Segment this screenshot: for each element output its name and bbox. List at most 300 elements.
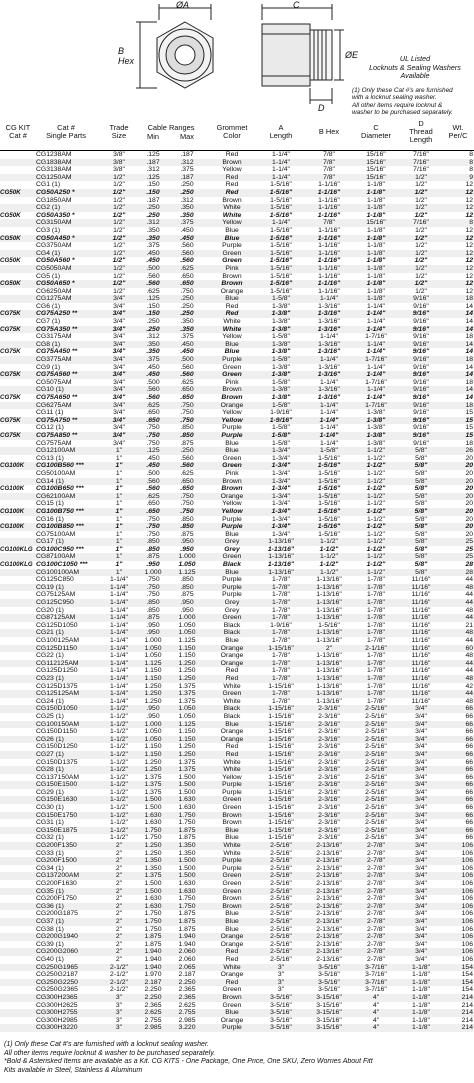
cell-cable-max: .187 bbox=[180, 173, 194, 181]
cell-weight: 48 bbox=[465, 652, 473, 660]
cell-weight: 14 bbox=[465, 340, 473, 348]
cell-d-thread-length: 9/16" bbox=[413, 340, 429, 348]
header-grommet-color: Grommet Color bbox=[216, 123, 248, 140]
table-row bbox=[0, 371, 474, 379]
table-row bbox=[0, 455, 474, 463]
cell-trade-size: 1" bbox=[115, 523, 123, 531]
cell-b-hex: 2-13/16" bbox=[316, 842, 342, 850]
table-row bbox=[0, 865, 474, 873]
cell-cat-number: CG75A650 ** bbox=[36, 394, 78, 401]
table-row bbox=[0, 812, 474, 820]
cell-b-hex: 7/8" bbox=[323, 173, 335, 181]
cell-cable-max: .875 bbox=[180, 439, 194, 447]
cell-cat-number: CG100B850 *** bbox=[36, 523, 84, 531]
cell-c-diameter: 1-1/4" bbox=[366, 371, 386, 379]
table-row bbox=[0, 819, 474, 827]
cell-d-thread-length: 5/8" bbox=[414, 523, 428, 531]
cell-kit-cat: CG50K bbox=[0, 234, 21, 242]
cell-a-length: 1-15/16" bbox=[268, 834, 294, 842]
cell-c-diameter: 1-7/8" bbox=[367, 621, 385, 629]
cell-grommet-color: Yellow bbox=[222, 773, 242, 781]
cell-weight: 66 bbox=[465, 788, 473, 796]
cell-b-hex: 1-1/16" bbox=[318, 242, 340, 250]
cell-weight: 214 bbox=[461, 1001, 473, 1009]
cell-d-thread-length: 9/16" bbox=[412, 394, 430, 401]
cell-d-thread-length: 5/8" bbox=[414, 462, 428, 470]
cell-cable-max: .500 bbox=[180, 356, 194, 364]
cell-trade-size: 1/2" bbox=[113, 249, 125, 257]
cell-weight: 12 bbox=[465, 181, 473, 189]
table-row bbox=[0, 660, 474, 668]
table-row bbox=[0, 690, 474, 698]
cell-cat-number: CG34 (1) bbox=[36, 864, 64, 872]
table-row bbox=[0, 348, 474, 356]
cell-c-diameter: 1-7/8" bbox=[367, 614, 385, 622]
cell-a-length: 1-5/16" bbox=[270, 272, 292, 280]
table-row bbox=[0, 326, 474, 334]
cell-a-length: 1-5/16" bbox=[269, 188, 293, 196]
cell-c-diameter: 1-7/8" bbox=[367, 659, 385, 667]
cell-cable-max: 1.940 bbox=[178, 933, 196, 941]
cell-cable-max: 1.375 bbox=[178, 690, 196, 698]
cell-cat-number: CG50A560 * bbox=[36, 257, 75, 265]
table-row bbox=[0, 341, 474, 349]
cell-grommet-color: Blue bbox=[225, 439, 239, 447]
cell-b-hex: 2-13/16" bbox=[316, 917, 342, 925]
cell-cable-min: .750 bbox=[146, 431, 160, 439]
table-row bbox=[0, 751, 474, 759]
cell-grommet-color: Grey bbox=[224, 599, 240, 607]
cell-grommet-color: Orange bbox=[220, 1016, 244, 1024]
cell-a-length: 1-7/8" bbox=[272, 652, 290, 660]
cell-c-diameter: 2-5/16" bbox=[365, 819, 387, 827]
cell-d-thread-length: 3/4" bbox=[415, 917, 427, 925]
cell-cat-number: CG125D1150 bbox=[36, 644, 78, 652]
cell-d-thread-length: 11/16" bbox=[411, 614, 431, 622]
cell-cat-number: CG87125AM bbox=[36, 614, 76, 622]
cell-c-diameter: 2-5/16" bbox=[365, 750, 387, 758]
cell-b-hex: 1-13/16" bbox=[316, 606, 342, 614]
cell-grommet-color: Red bbox=[225, 181, 239, 189]
cell-d-thread-length: 3/4" bbox=[415, 712, 427, 720]
cell-weight: 14 bbox=[465, 348, 473, 356]
cell-weight: 14 bbox=[465, 394, 473, 401]
cell-d-thread-length: 1-1/8" bbox=[412, 993, 430, 1001]
cell-b-hex: 1-5/16" bbox=[318, 515, 340, 523]
cell-trade-size: 1-1/4" bbox=[110, 599, 128, 607]
cell-cat-number: CG300H2365 bbox=[36, 993, 78, 1001]
cell-cable-min: 1.250 bbox=[144, 766, 162, 774]
cell-grommet-color: Green bbox=[222, 454, 242, 462]
cell-grommet-color: Purple bbox=[221, 523, 243, 531]
table-row bbox=[0, 667, 474, 675]
cell-trade-size: 3/4" bbox=[112, 394, 126, 401]
cell-b-hex: 1-13/16" bbox=[316, 614, 342, 622]
footnote-3: *Bold & Asterisked Items are available as a Kit. CG KITS - One Package, One Price, One SKU, Zero Worries About Fitt bbox=[4, 1058, 373, 1066]
table-row bbox=[0, 447, 474, 455]
cell-cable-max: .560 bbox=[180, 363, 194, 371]
cell-weight: 18 bbox=[465, 439, 473, 447]
cell-trade-size: 1-1/4" bbox=[110, 659, 128, 667]
cell-a-length: 1-15/16" bbox=[268, 758, 294, 766]
cell-d-thread-length: 3/4" bbox=[415, 728, 427, 736]
cell-cable-max: 1.500 bbox=[178, 773, 196, 781]
cell-cat-number: CG75A250 ** bbox=[36, 310, 78, 318]
cell-weight: 66 bbox=[465, 796, 473, 804]
cell-c-diameter: 1-3/8" bbox=[367, 409, 385, 417]
cell-weight: 25 bbox=[465, 538, 473, 546]
cell-cable-max: .650 bbox=[180, 477, 194, 485]
cell-cable-max: .560 bbox=[180, 462, 194, 470]
cell-c-diameter: 2-7/8" bbox=[367, 902, 385, 910]
cell-cable-min: 1.375 bbox=[144, 781, 162, 789]
cell-a-length: 1-7/8" bbox=[272, 697, 290, 705]
cell-cable-max: .750 bbox=[180, 500, 194, 508]
cell-cable-max: 1.500 bbox=[178, 788, 196, 796]
cell-a-length: 1-15/16" bbox=[268, 705, 294, 713]
cell-c-diameter: 1-7/16" bbox=[365, 401, 387, 409]
cell-a-length: 1-15/16" bbox=[268, 826, 294, 834]
cell-cat-number: CG75A350 ** bbox=[36, 325, 78, 333]
table-row bbox=[0, 964, 474, 972]
cell-grommet-color: Green bbox=[222, 614, 242, 622]
cell-c-diameter: 2-7/8" bbox=[367, 917, 385, 925]
cell-b-hex: 3-5/16" bbox=[318, 986, 340, 994]
cell-cable-max: .350 bbox=[180, 204, 194, 212]
cell-c-diameter: 1-1/2" bbox=[366, 462, 386, 470]
cell-d-thread-length: 1/2" bbox=[415, 264, 427, 272]
cell-d-thread-length: 1-1/8" bbox=[412, 1001, 430, 1009]
cell-d-thread-length: 11/16" bbox=[411, 652, 431, 660]
cell-trade-size: 1/2" bbox=[113, 219, 125, 227]
cell-b-hex: 2-3/16" bbox=[318, 819, 340, 827]
cell-cat-number: CG62100AM bbox=[36, 492, 76, 500]
table-row bbox=[0, 478, 474, 486]
cell-d-thread-length: 1-1/8" bbox=[412, 1016, 430, 1024]
cell-cable-min: .850 bbox=[146, 538, 160, 546]
cell-a-length: 1-3/8" bbox=[271, 394, 291, 401]
cell-b-hex: 1-1/4" bbox=[320, 409, 338, 417]
cell-weight: 60 bbox=[465, 644, 473, 652]
cell-cat-number: CG125D1250 bbox=[36, 667, 78, 675]
cell-trade-size: 3/8" bbox=[113, 158, 125, 166]
cell-a-length: 1-3/4" bbox=[272, 477, 290, 485]
cell-cable-max: .250 bbox=[180, 310, 194, 318]
cell-weight: 14 bbox=[465, 325, 473, 333]
cell-grommet-color: Purple bbox=[222, 424, 242, 432]
cell-cable-min: .350 bbox=[146, 340, 160, 348]
table-row bbox=[0, 683, 474, 691]
table-row bbox=[0, 986, 474, 994]
cell-d-thread-length: 3/4" bbox=[415, 750, 427, 758]
cell-d-thread-length: 3/4" bbox=[415, 788, 427, 796]
cell-weight: 66 bbox=[465, 735, 473, 743]
cell-c-diameter: 1-1/8" bbox=[366, 257, 386, 265]
cell-a-length: 3" bbox=[277, 986, 285, 994]
cell-a-length: 1-9/16" bbox=[270, 621, 292, 629]
cell-cable-min: .125 bbox=[146, 173, 160, 181]
cell-a-length: 3" bbox=[277, 963, 285, 971]
cell-grommet-color: Brown bbox=[222, 819, 242, 827]
cell-cable-max: 1.050 bbox=[178, 629, 196, 637]
cell-a-length: 1-3/8" bbox=[271, 310, 291, 318]
cell-trade-size: 1-1/2" bbox=[110, 811, 128, 819]
header-max: Max bbox=[180, 132, 194, 141]
cell-d-thread-length: 9/16" bbox=[412, 310, 430, 318]
cell-a-length: 1-15/16" bbox=[268, 743, 294, 751]
cell-trade-size: 1" bbox=[115, 561, 123, 569]
cell-cable-min: .250 bbox=[146, 204, 160, 212]
cell-trade-size: 1-1/2" bbox=[110, 788, 128, 796]
cell-b-hex: 3-15/16" bbox=[316, 1024, 342, 1032]
cell-grommet-color: Brown bbox=[222, 811, 242, 819]
cell-cable-min: .950 bbox=[146, 629, 160, 637]
cell-d-thread-length: 11/16" bbox=[411, 583, 431, 591]
cell-cable-min: 2.250 bbox=[144, 993, 162, 1001]
cell-grommet-color: Orange bbox=[220, 659, 244, 667]
cell-grommet-color: Green bbox=[222, 462, 242, 470]
cell-trade-size: 1-1/2" bbox=[110, 720, 128, 728]
cell-cable-min: 1.000 bbox=[144, 637, 162, 644]
cell-trade-size: 1" bbox=[115, 530, 123, 538]
cell-c-diameter: 1-7/8" bbox=[367, 667, 385, 675]
cell-b-hex: 1-3/16" bbox=[318, 302, 340, 310]
cell-cable-min: .625 bbox=[146, 492, 160, 500]
cell-b-hex: 1-5/16" bbox=[317, 485, 341, 493]
cell-cable-min: .750 bbox=[146, 439, 160, 447]
cell-cable-max: 1.630 bbox=[178, 880, 196, 887]
cell-weight: 14 bbox=[465, 386, 473, 394]
cell-grommet-color: White bbox=[223, 318, 241, 326]
cell-cable-max: 1.750 bbox=[178, 811, 196, 819]
cell-a-length: 1-7/8" bbox=[272, 591, 290, 599]
cell-cable-min: .450 bbox=[146, 462, 160, 470]
cell-c-diameter: 2-5/16" bbox=[365, 804, 387, 812]
cell-grommet-color: Orange bbox=[220, 401, 244, 409]
cell-cat-number: CG12 (1) bbox=[36, 424, 64, 432]
cell-c-diameter: 2-5/16" bbox=[365, 796, 387, 804]
cell-cable-min: 1.250 bbox=[144, 842, 162, 850]
table-row bbox=[0, 1002, 474, 1010]
cell-d-thread-length: 5/8" bbox=[414, 507, 428, 515]
cell-weight: 8 bbox=[469, 166, 473, 174]
cell-c-diameter: 1-1/8" bbox=[367, 287, 385, 295]
cell-weight: 44 bbox=[465, 667, 473, 675]
cell-cat-number: CG3138AM bbox=[36, 166, 72, 174]
cell-b-hex: 1-13/16" bbox=[316, 576, 342, 584]
cell-c-diameter: 2-5/16" bbox=[365, 705, 387, 713]
table-row bbox=[0, 850, 474, 858]
cell-grommet-color: Red bbox=[225, 674, 239, 682]
cell-cable-max: 1.750 bbox=[178, 819, 196, 827]
cell-b-hex: 2-13/16" bbox=[316, 948, 342, 956]
cell-d-thread-length: 3/4" bbox=[415, 735, 427, 743]
cell-grommet-color: Blue bbox=[225, 637, 239, 644]
cell-b-hex: 2-13/16" bbox=[316, 895, 342, 903]
cell-b-hex: 1-3/16" bbox=[317, 310, 341, 318]
cell-a-length: 2-5/16" bbox=[270, 917, 292, 925]
cell-d-thread-length: 9/16" bbox=[412, 416, 430, 424]
cell-a-length: 1-7/8" bbox=[272, 637, 290, 644]
cell-cable-max: .650 bbox=[180, 394, 194, 401]
cell-c-diameter: 2-5/16" bbox=[365, 834, 387, 842]
cell-d-thread-length: 1/2" bbox=[415, 249, 427, 257]
table-row bbox=[0, 994, 474, 1002]
cell-cable-max: 2.985 bbox=[178, 1016, 196, 1024]
cell-b-hex: 1-5/16" bbox=[318, 621, 340, 629]
cell-trade-size: 3/4" bbox=[112, 371, 126, 379]
cell-c-diameter: 2-7/8" bbox=[367, 940, 385, 948]
cell-cable-min: .125 bbox=[146, 295, 160, 303]
cell-cable-max: 1.000 bbox=[178, 614, 196, 622]
cell-b-hex: 2-3/16" bbox=[318, 766, 340, 774]
cell-weight: 66 bbox=[465, 773, 473, 781]
cell-cat-number: CG1850AM bbox=[36, 196, 72, 204]
cell-trade-size: 2" bbox=[115, 948, 123, 956]
table-row bbox=[0, 933, 474, 941]
cell-trade-size: 3/8" bbox=[113, 166, 125, 174]
table-row bbox=[0, 584, 474, 592]
cell-c-diameter: 1-1/2" bbox=[367, 568, 385, 576]
cell-grommet-color: Brown bbox=[221, 485, 243, 493]
cell-cable-min: .875 bbox=[146, 553, 160, 561]
table-row bbox=[0, 645, 474, 653]
cell-grommet-color: Blue bbox=[225, 530, 239, 538]
cell-cable-max: 1.350 bbox=[178, 849, 196, 857]
cell-grommet-color: Pink bbox=[225, 264, 239, 272]
cell-a-length: 1-5/8" bbox=[272, 439, 290, 447]
cell-b-hex: 1-1/4" bbox=[320, 401, 338, 409]
cell-c-diameter: 2-7/8" bbox=[367, 864, 385, 872]
cell-grommet-color: Purple bbox=[222, 788, 242, 796]
cell-b-hex: 2-3/16" bbox=[318, 735, 340, 743]
cell-weight: 21 bbox=[465, 621, 473, 629]
cell-d-thread-length: 1/2" bbox=[414, 234, 428, 242]
cell-cat-number: CG3175AM bbox=[36, 333, 72, 341]
cell-cat-number: CG1275AM bbox=[36, 295, 72, 303]
cell-cable-min: .150 bbox=[146, 302, 160, 310]
cell-cat-number: CG150D1375 bbox=[36, 758, 78, 766]
cell-trade-size: 1-1/4" bbox=[110, 583, 128, 591]
cell-trade-size: 1/2" bbox=[113, 242, 125, 250]
cell-cable-min: 1.750 bbox=[144, 925, 162, 933]
cell-weight: 12 bbox=[465, 242, 473, 250]
cell-cat-number: CG125C850 bbox=[36, 576, 74, 584]
cell-trade-size: 1-1/2" bbox=[110, 834, 128, 842]
cell-grommet-color: White bbox=[223, 849, 241, 857]
cell-a-length: 1-15/16" bbox=[268, 750, 294, 758]
cell-grommet-color: Black bbox=[223, 629, 241, 637]
cell-grommet-color: Blue bbox=[225, 720, 239, 728]
cell-cat-number: CG50A350 * bbox=[36, 211, 75, 219]
cell-d-thread-length: 3/4" bbox=[415, 796, 427, 804]
cell-d-thread-length: 3/4" bbox=[415, 766, 427, 774]
cell-c-diameter: 1-1/4" bbox=[366, 348, 386, 356]
cell-a-length: 1-5/8" bbox=[272, 333, 290, 341]
cell-grommet-color: Green bbox=[222, 690, 242, 698]
cell-c-diameter: 2-5/16" bbox=[365, 735, 387, 743]
cell-weight: 18 bbox=[465, 333, 473, 341]
cell-trade-size: 3/4" bbox=[113, 439, 125, 447]
cell-a-length: 1-3/8" bbox=[271, 371, 291, 379]
cell-trade-size: 2" bbox=[115, 864, 123, 872]
cell-weight: 44 bbox=[465, 614, 473, 622]
cell-weight: 12 bbox=[465, 226, 473, 234]
cell-grommet-color: Brown bbox=[222, 386, 242, 394]
cell-cat-number: CG24 (1) bbox=[36, 697, 64, 705]
cell-c-diameter: 15/16" bbox=[366, 173, 386, 181]
cell-weight: 154 bbox=[461, 971, 473, 979]
cell-kit-cat: CG75K bbox=[0, 348, 21, 356]
cell-b-hex: 1-3/16" bbox=[318, 363, 340, 371]
cell-c-diameter: 1-7/8" bbox=[367, 690, 385, 698]
cell-cat-number: CG150D1050 bbox=[36, 705, 78, 713]
table-row bbox=[0, 553, 474, 561]
cell-trade-size: 3/4" bbox=[113, 318, 125, 326]
cell-grommet-color: Yellow bbox=[222, 500, 242, 508]
cell-a-length: 1-3/4" bbox=[272, 500, 290, 508]
cell-b-hex: 2-13/16" bbox=[316, 849, 342, 857]
cell-c-diameter: 1-1/4" bbox=[367, 386, 385, 394]
cell-cat-number: CG200G1875 bbox=[36, 910, 78, 918]
dim-d-label: D bbox=[318, 103, 325, 113]
cell-cable-min: .850 bbox=[146, 545, 160, 553]
cell-weight: 18 bbox=[465, 295, 473, 303]
cell-cable-min: .150 bbox=[146, 188, 160, 196]
cell-b-hex: 2-3/16" bbox=[318, 758, 340, 766]
cell-kit-cat: CG100K bbox=[0, 507, 25, 515]
table-row bbox=[0, 1009, 474, 1017]
cell-c-diameter: 2-5/16" bbox=[365, 773, 387, 781]
cell-cat-number: CG150E1630 bbox=[36, 796, 78, 804]
cell-cat-number: CG100150AM bbox=[36, 720, 80, 728]
cell-b-hex: 3-15/16" bbox=[316, 1016, 342, 1024]
cell-cable-max: .950 bbox=[180, 606, 194, 614]
cell-d-thread-length: 11/16" bbox=[411, 599, 431, 607]
cell-kit-cat: CG100K bbox=[0, 462, 25, 470]
cell-weight: 66 bbox=[465, 811, 473, 819]
table-row bbox=[0, 166, 474, 174]
cell-cable-min: 1.750 bbox=[144, 910, 162, 918]
cell-weight: 14 bbox=[465, 318, 473, 326]
cell-trade-size: 1" bbox=[115, 568, 123, 576]
cell-b-hex: 1-13/16" bbox=[316, 599, 342, 607]
cell-cat-number: CG125D1375 bbox=[36, 682, 78, 690]
cell-b-hex: 1-13/16" bbox=[316, 697, 342, 705]
cell-b-hex: 3-15/16" bbox=[316, 993, 342, 1001]
cell-d-thread-length: 3/4" bbox=[415, 819, 427, 827]
cell-cat-number: CG39 (1) bbox=[36, 940, 64, 948]
cell-d-thread-length: 1/2" bbox=[414, 280, 428, 288]
cell-grommet-color: Red bbox=[225, 978, 239, 986]
cell-grommet-color: Blue bbox=[225, 1009, 239, 1017]
cell-a-length: 1-1/4" bbox=[272, 219, 290, 227]
cell-trade-size: 2-1/2" bbox=[110, 986, 128, 994]
cell-trade-size: 1/2" bbox=[112, 257, 126, 265]
cell-c-diameter: 1-7/8" bbox=[367, 599, 385, 607]
cell-trade-size: 3/4" bbox=[113, 401, 125, 409]
cell-d-thread-length: 5/8" bbox=[415, 500, 427, 508]
cell-cable-min: 1.050 bbox=[144, 652, 162, 660]
cell-cat-number: CG25 (1) bbox=[36, 712, 64, 720]
cell-a-length: 1-3/8" bbox=[271, 325, 291, 333]
cell-a-length: 1-5/16" bbox=[269, 211, 293, 219]
cell-cable-min: 1.940 bbox=[144, 948, 162, 956]
cell-trade-size: 3/4" bbox=[113, 386, 125, 394]
cell-cable-min: .560 bbox=[146, 394, 160, 401]
table-row bbox=[0, 280, 474, 288]
cell-weight: 66 bbox=[465, 766, 473, 774]
